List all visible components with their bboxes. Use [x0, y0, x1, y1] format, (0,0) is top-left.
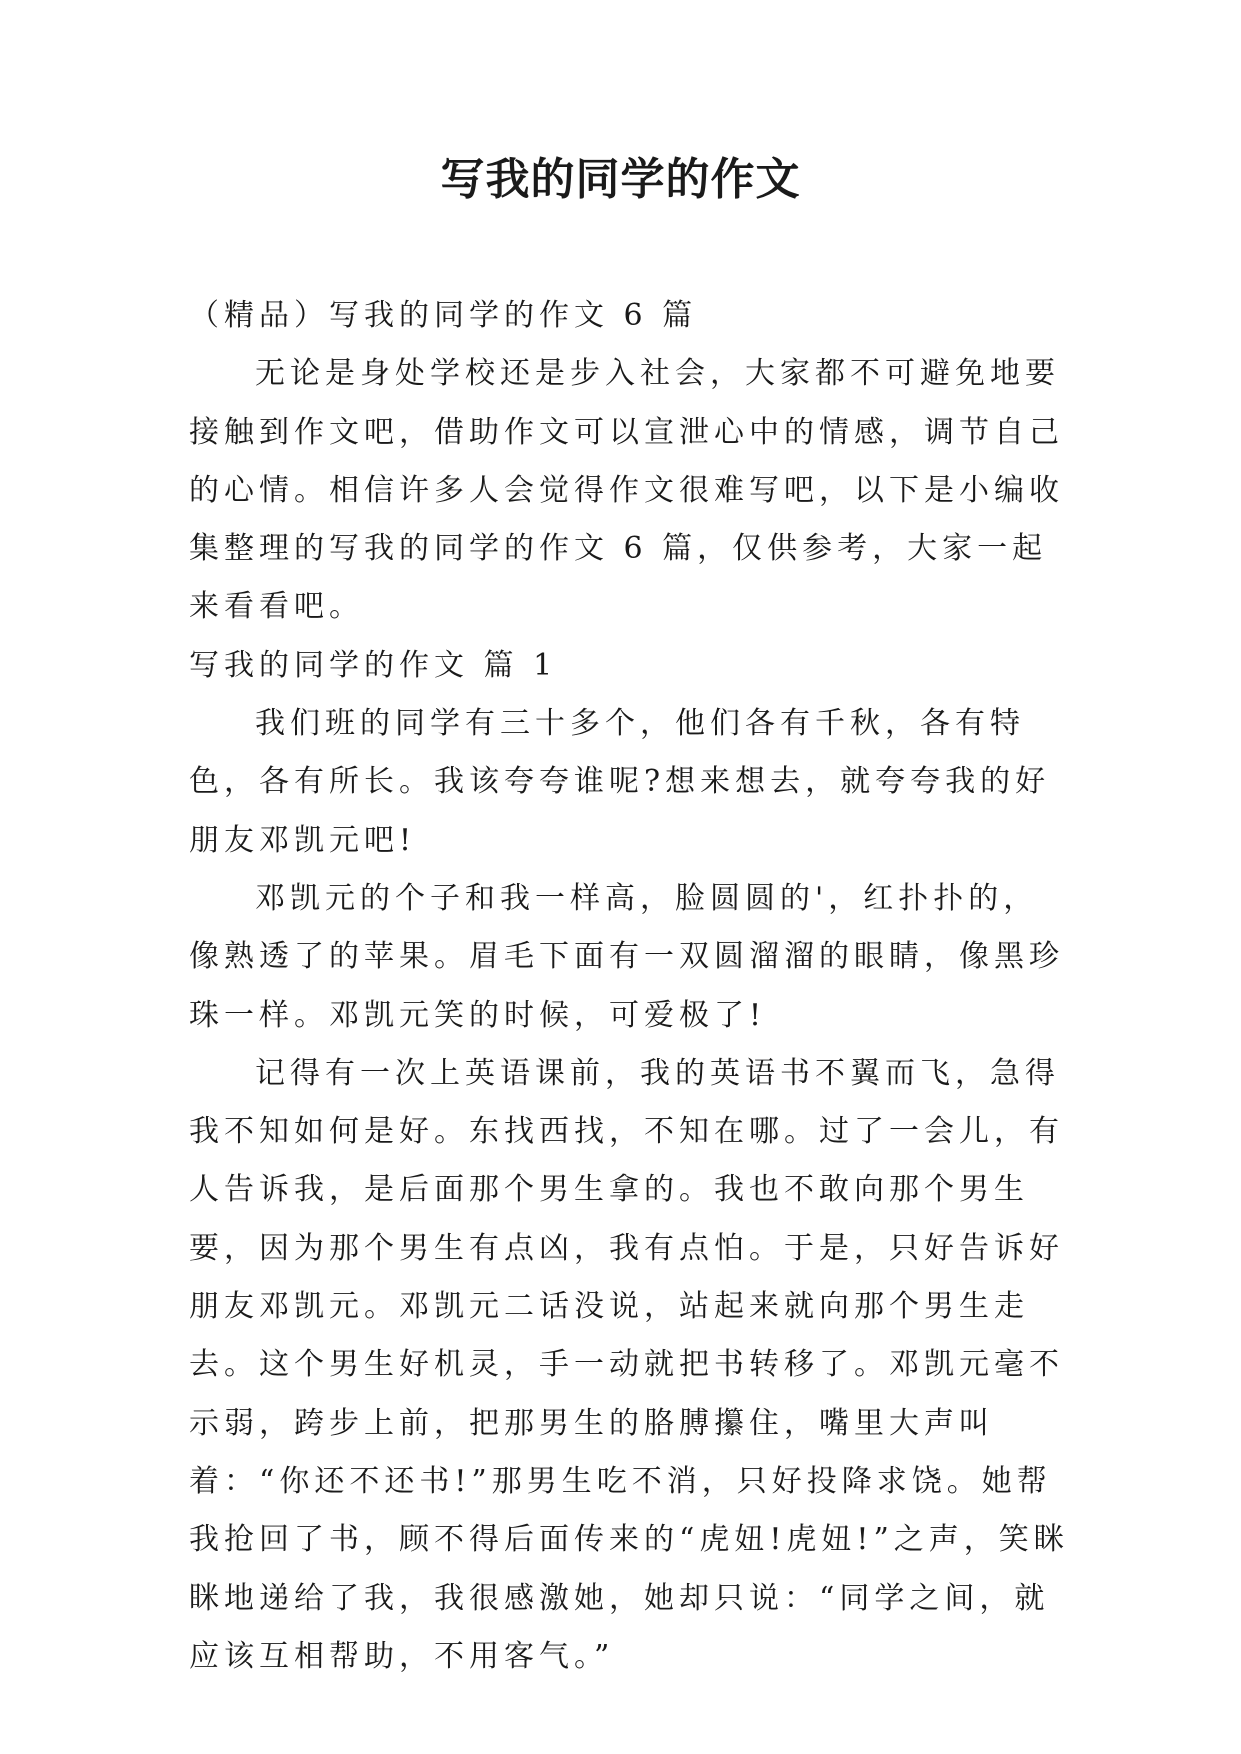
body-paragraph: 邓凯元的个子和我一样高，脸圆圆的'，红扑扑的，像熟透了的苹果。眉毛下面有一双圆溜溜的眼睛，像黑珍珠一样。邓凯元笑的时候，可爱极了!	[189, 880, 1064, 1033]
section-heading: 写我的同学的作文 篇 1	[189, 647, 558, 683]
body-paragraph: 记得有一次上英语课前，我的英语书不翼而飞，急得我不知如何是好。东找西找，不知在哪。过了一会儿，有人告诉我，是后面那个男生拿的。我也不敢向那个男生要，因为那个男生有点凶，我有点怕。于是，只好告诉好朋友邓凯元。邓凯元二话没说，站起来就向那个男生走去。这个男生好机灵，手一动就把书转移了。邓凯元毫不示弱，跨步上前，把那男生的胳膊攥住，嘴里大声叫着：“你还不还书!”那男生吃不消，只好投降求饶。她帮我抢回了书，顾不得后面传来的“虎妞!虎妞!”之声，笑眯眯地递给了我，我很感激她，她却只说：“同学之间，就应该互相帮助，不用客气。”	[189, 1055, 1069, 1674]
body-paragraph: 我们班的同学有三十多个，他们各有千秋，各有特色，各有所长。我该夸夸谁呢?想来想去，就夸夸我的好朋友邓凯元吧!	[189, 706, 1051, 858]
subtitle-paragraph: （精品）写我的同学的作文 6 篇	[189, 298, 698, 333]
document-title: 写我的同学的作文	[440, 154, 801, 205]
document-body	[189, 287, 1069, 1686]
intro-paragraph: 无论是身处学校还是步入社会，大家都不可避免地要接触到作文吧，借助作文可以宣泄心中的情感，调节自己的心情。相信许多人会觉得作文很难写吧，以下是小编收集整理的写我的同学的作文 6 篇，仅供参考，大家一起来看看吧。	[189, 356, 1064, 625]
